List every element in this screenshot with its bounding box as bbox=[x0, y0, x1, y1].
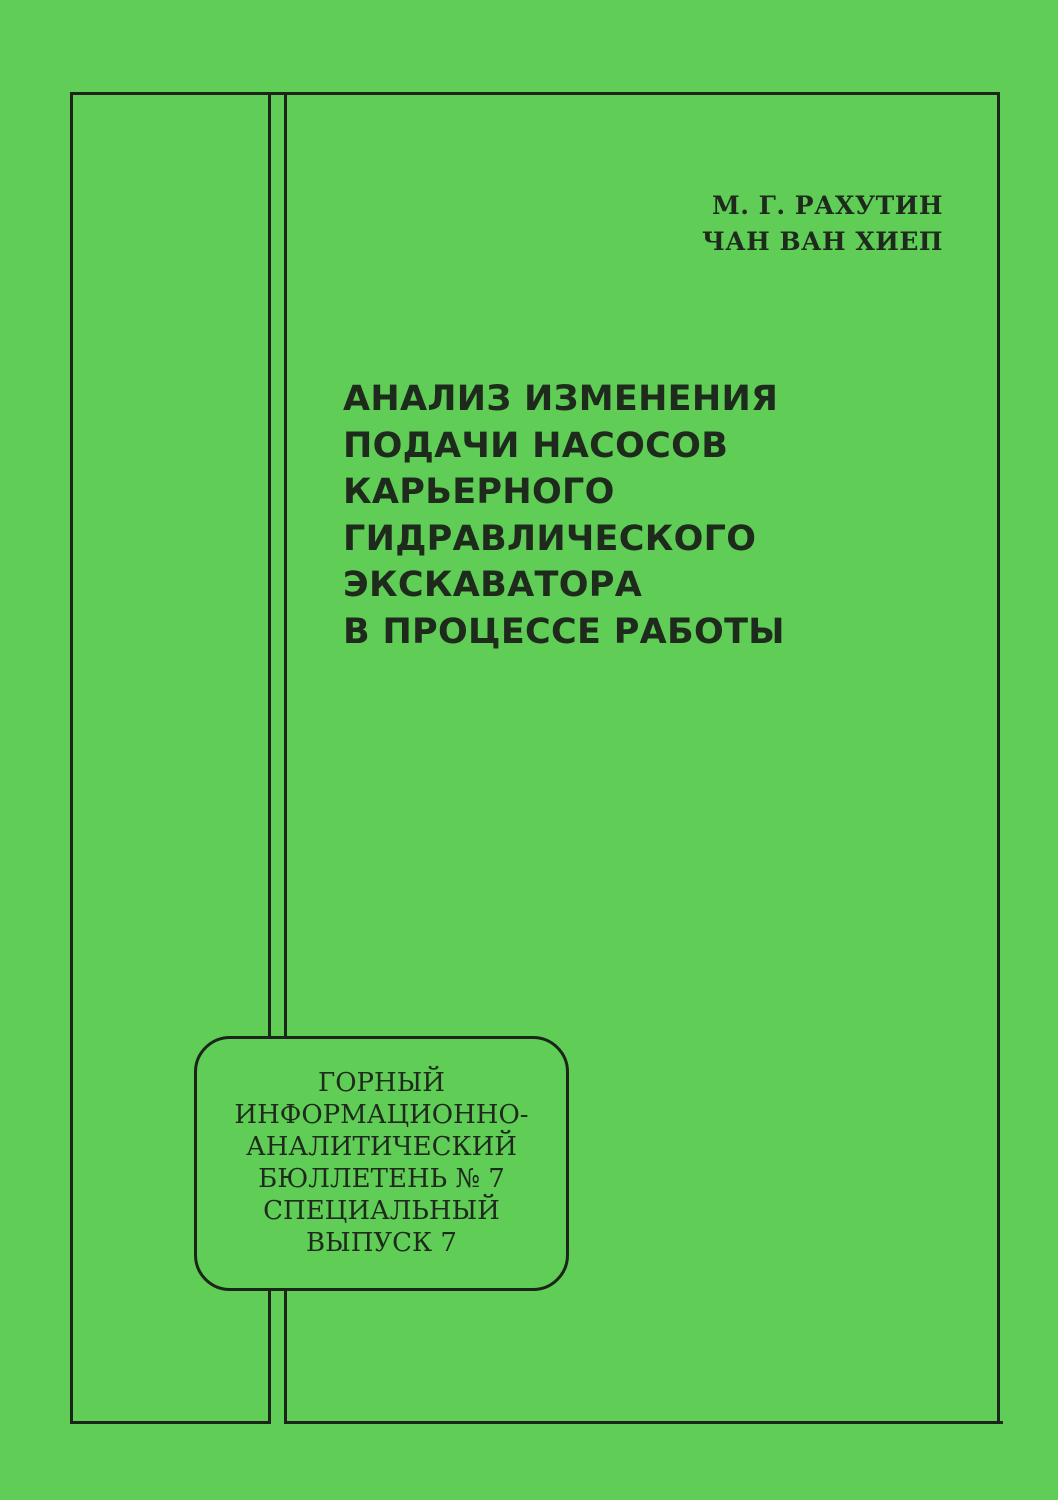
frame-bottom-line-left bbox=[70, 1421, 271, 1424]
title-line-1: АНАЛИЗ ИЗМЕНЕНИЯ bbox=[343, 379, 779, 419]
frame-right-line bbox=[997, 92, 1000, 1424]
author-2: ЧАН ВАН ХИЕП bbox=[701, 227, 943, 256]
authors bbox=[702, 188, 943, 260]
series-line-1: ГОРНЫЙ bbox=[318, 1068, 445, 1098]
title-line-2: ПОДАЧИ НАСОСОВ bbox=[343, 425, 729, 466]
title-line-6: В ПРОЦЕССЕ РАБОТЫ bbox=[343, 611, 785, 652]
title-line-3: КАРЬЕРНОГО bbox=[343, 472, 615, 512]
title-line-5: ЭКСКАВАТОРА bbox=[343, 565, 643, 605]
title-line-4: ГИДРАВЛИЧЕСКОГО bbox=[343, 518, 757, 559]
series-line-5: СПЕЦИАЛЬНЫЙ bbox=[263, 1196, 500, 1226]
frame-bottom-line-right bbox=[284, 1421, 1003, 1424]
book-title bbox=[343, 376, 1003, 655]
frame-top-line bbox=[70, 92, 1000, 95]
author-1: М. Г. РАХУТИН bbox=[712, 191, 943, 220]
series-line-2: ИНФОРМАЦИОННО- bbox=[234, 1100, 529, 1130]
series-text bbox=[197, 1067, 566, 1259]
series-box bbox=[194, 1036, 569, 1291]
series-line-6: ВЫПУСК 7 bbox=[306, 1228, 457, 1258]
series-line-3: АНАЛИТИЧЕСКИЙ bbox=[246, 1132, 517, 1162]
frame-left-line bbox=[70, 92, 73, 1424]
series-line-4: БЮЛЛЕТЕНЬ № 7 bbox=[258, 1164, 505, 1194]
